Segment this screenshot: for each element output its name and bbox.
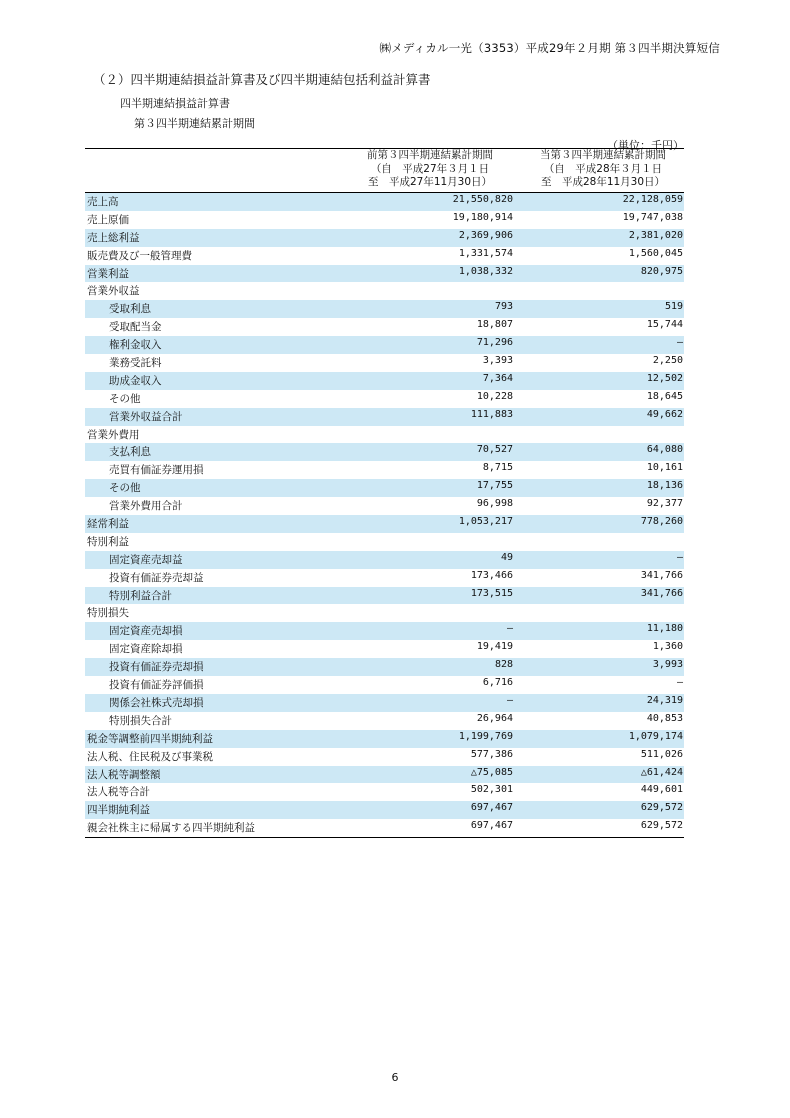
row-label: 売上高: [87, 196, 119, 208]
prev-value: 111,883: [470, 408, 513, 420]
prev-value: 10,228: [476, 390, 513, 402]
row-label: その他: [109, 482, 141, 495]
table-row: [85, 461, 684, 479]
period-title: 第３四半期連結累計期間: [134, 117, 255, 130]
table-bottom-rule: [85, 837, 684, 838]
table-row: [85, 336, 684, 354]
row-label: 特別利益: [87, 535, 129, 548]
income-statement-table: [85, 193, 684, 837]
row-label: 営業利益: [87, 267, 129, 280]
prev-value: ―: [506, 623, 513, 635]
prev-value: 793: [494, 301, 513, 313]
table-row: [85, 443, 684, 461]
prev-value: 18,807: [476, 319, 513, 331]
prev-value: 19,419: [476, 641, 513, 653]
prev-value: 26,964: [476, 712, 513, 724]
table-row: [85, 730, 684, 748]
curr-value: 10,161: [646, 462, 683, 474]
row-label: 法人税等合計: [87, 786, 150, 799]
table-row: [85, 640, 684, 658]
prev-value: 96,998: [476, 498, 513, 510]
row-label: 業務受託料: [109, 357, 162, 370]
table-row: [85, 318, 684, 336]
row-label: 助成金収入: [109, 374, 162, 387]
table-row: [85, 712, 684, 730]
row-label: 特別損失: [87, 607, 129, 620]
curr-value: 19,747,038: [622, 211, 683, 223]
table-row: [85, 408, 684, 426]
row-label: 法人税、住民税及び事業税: [87, 750, 213, 763]
row-label: 売上原価: [87, 213, 129, 226]
table-row: [85, 390, 684, 408]
curr-value: 629,572: [640, 820, 683, 832]
row-label: 営業外収益合計: [109, 410, 183, 423]
curr-value: 2,381,020: [628, 229, 683, 241]
prev-value: 8,715: [482, 462, 513, 474]
row-label: 法人税等調整額: [87, 768, 161, 781]
table-row: [85, 265, 684, 283]
curr-value: 22,128,059: [622, 194, 683, 205]
prev-value: 21,550,820: [452, 194, 513, 205]
column-header-curr-line1: 当第３四半期連結累計期間: [540, 149, 666, 161]
table-row: [85, 551, 684, 569]
curr-value: 2,250: [652, 355, 683, 367]
column-header-prev-line3: 至 平成27年11月30日）: [367, 176, 493, 188]
table-row: [85, 479, 684, 497]
table-row: [85, 604, 684, 622]
prev-value: 1,053,217: [458, 516, 513, 528]
row-label: 営業外収益: [87, 285, 140, 298]
curr-value: 1,079,174: [628, 730, 683, 742]
table-row: [85, 569, 684, 587]
row-label: 特別利益合計: [109, 589, 172, 602]
row-label: 固定資産売却損: [109, 625, 183, 638]
row-label: 経常利益: [87, 518, 129, 531]
row-label: 営業外費用: [87, 428, 140, 441]
row-label: 固定資産売却益: [109, 553, 183, 566]
prev-value: 577,386: [470, 748, 513, 760]
prev-value: 49: [500, 551, 513, 563]
curr-value: 778,260: [640, 516, 683, 528]
row-label: その他: [109, 392, 141, 405]
curr-value: 449,601: [640, 784, 683, 796]
curr-value: 12,502: [646, 372, 683, 384]
curr-value: ―: [676, 337, 683, 349]
prev-value: 6,716: [482, 677, 513, 689]
table-row: [85, 515, 684, 533]
table-row: [85, 497, 684, 515]
page-number: 6: [391, 1071, 399, 1084]
curr-value: 1,560,045: [628, 247, 683, 259]
prev-value: 7,364: [482, 372, 513, 384]
row-label: 投資有価証券評価損: [109, 679, 204, 692]
column-header-curr-line2: （自 平成28年３月１日: [543, 162, 663, 175]
curr-value: ―: [676, 677, 683, 689]
statement-subtitle: 四半期連結損益計算書: [120, 97, 230, 110]
table-row: [85, 801, 684, 819]
prev-value: △75,085: [470, 766, 513, 778]
prev-value: 502,301: [470, 784, 513, 796]
row-label: 特別損失合計: [109, 714, 172, 727]
curr-value: 64,080: [646, 444, 683, 456]
row-label: 営業外費用合計: [109, 500, 183, 513]
prev-value: 1,331,574: [458, 247, 513, 259]
prev-value: ―: [506, 694, 513, 706]
curr-value: 629,572: [640, 802, 683, 814]
table-row: [85, 426, 684, 444]
column-header-prev: [357, 149, 503, 191]
table-row: [85, 676, 684, 694]
curr-value: 11,180: [646, 623, 683, 635]
table-row: [85, 694, 684, 712]
curr-value: 511,026: [640, 748, 683, 760]
unit-label: （単位：千円）: [607, 139, 684, 152]
prev-value: 19,180,914: [452, 211, 513, 223]
curr-value: 1,360: [652, 641, 683, 653]
column-header-prev-line2: （自 平成27年３月１日: [370, 162, 490, 175]
curr-value: 24,319: [646, 694, 683, 706]
prev-value: 697,467: [470, 802, 513, 814]
column-header-curr: [530, 149, 676, 191]
row-label: 受取利息: [109, 303, 151, 316]
section-title: （２）四半期連結損益計算書及び四半期連結包括利益計算書: [93, 72, 431, 87]
curr-value: 15,744: [646, 319, 683, 331]
curr-value: △61,424: [640, 766, 683, 778]
prev-value: 2,369,906: [458, 229, 513, 241]
curr-value: 49,662: [646, 408, 683, 420]
column-header-curr-line3: 至 平成28年11月30日）: [540, 176, 666, 188]
table-row: [85, 211, 684, 229]
prev-value: 70,527: [476, 444, 513, 456]
prev-value: 697,467: [470, 820, 513, 832]
table-row: [85, 658, 684, 676]
row-label: 親会社株主に帰属する四半期純利益: [87, 822, 255, 835]
curr-value: 341,766: [640, 569, 683, 581]
curr-value: 40,853: [646, 712, 683, 724]
prev-value: 1,038,332: [458, 265, 513, 277]
row-label: 四半期純利益: [87, 804, 150, 817]
table-row: [85, 766, 684, 784]
row-label: 受取配当金: [109, 321, 162, 334]
row-label: 投資有価証券売却損: [109, 661, 204, 674]
document-header: ㈱メディカル一光（3353）平成29年２月期 第３四半期決算短信: [379, 41, 720, 55]
prev-value: 173,515: [470, 587, 513, 599]
prev-value: 828: [494, 659, 513, 671]
table-row: [85, 282, 684, 300]
row-label: 関係会社株式売却損: [109, 696, 204, 709]
table-row: [85, 783, 684, 801]
row-label: 支払利息: [109, 446, 151, 459]
table-row: [85, 622, 684, 640]
table-row: [85, 819, 684, 837]
table-row: [85, 372, 684, 390]
curr-value: 820,975: [640, 265, 683, 277]
column-header-prev-line1: 前第３四半期連結累計期間: [367, 149, 493, 161]
table-row: [85, 354, 684, 372]
curr-value: 341,766: [640, 587, 683, 599]
curr-value: ―: [676, 551, 683, 563]
table-row: [85, 193, 684, 211]
curr-value: 92,377: [646, 498, 683, 510]
row-label: 売買有価証券運用損: [109, 464, 204, 477]
row-label: 販売費及び一般管理費: [87, 249, 192, 262]
table-row: [85, 748, 684, 766]
curr-value: 3,993: [652, 659, 683, 671]
table-row: [85, 587, 684, 605]
curr-value: 519: [664, 301, 683, 313]
row-label: 権利金収入: [109, 339, 162, 352]
prev-value: 71,296: [476, 337, 513, 349]
prev-value: 3,393: [482, 355, 513, 367]
row-label: 固定資産除却損: [109, 643, 183, 656]
table-row: [85, 247, 684, 265]
curr-value: 18,645: [646, 390, 683, 402]
curr-value: 18,136: [646, 480, 683, 492]
row-label: 投資有価証券売却益: [109, 571, 204, 584]
table-row: [85, 533, 684, 551]
row-label: 税金等調整前四半期純利益: [87, 732, 213, 745]
table-row: [85, 300, 684, 318]
prev-value: 17,755: [476, 480, 513, 492]
prev-value: 173,466: [470, 569, 513, 581]
prev-value: 1,199,769: [458, 730, 513, 742]
row-label: 売上総利益: [87, 231, 140, 244]
table-row: [85, 229, 684, 247]
